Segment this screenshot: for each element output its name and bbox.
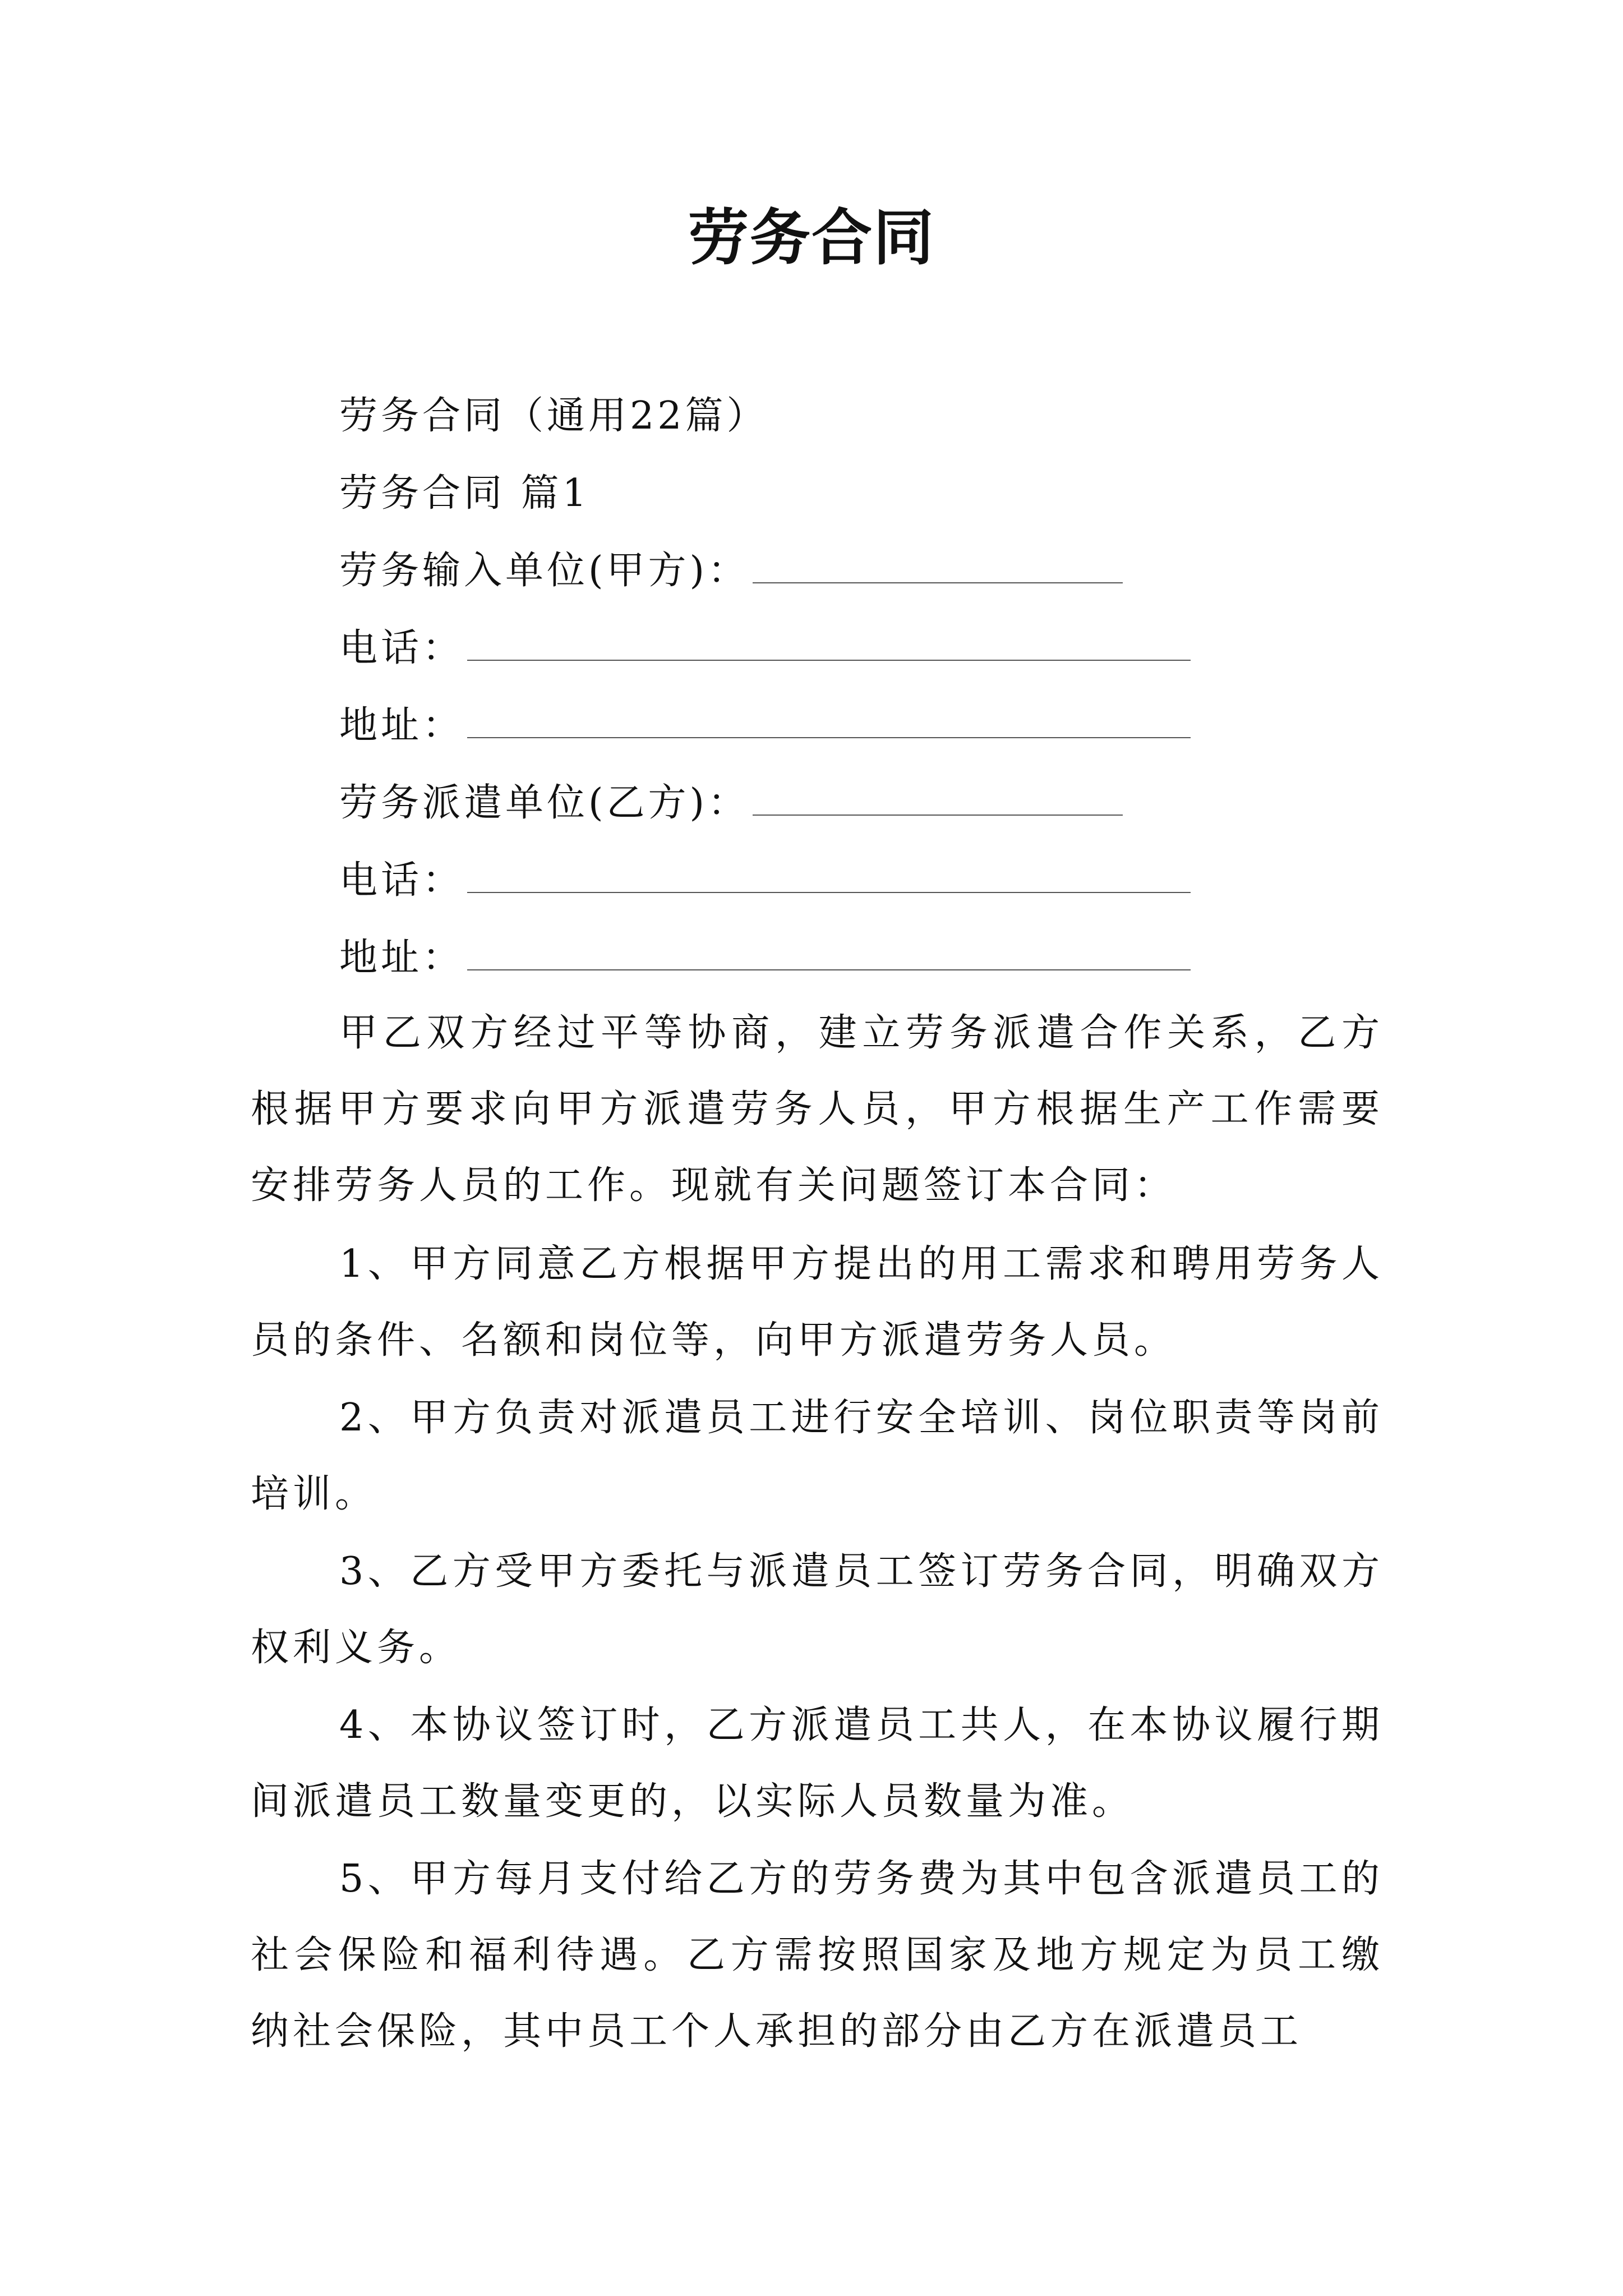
paragraph-clause-3: 3、乙方受甲方委托与派遣员工签订劳务合同，明确双方权利义务。 xyxy=(251,1549,1384,1670)
party-a-unit-blank xyxy=(753,555,1123,583)
paragraph-clause-2: 2、甲方负责对派遣员工进行安全培训、岗位职责等岗前培训。 xyxy=(251,1396,1384,1516)
party-a-address-blank xyxy=(467,710,1191,738)
field-label: 地址： xyxy=(339,703,464,748)
document-title: 劳务合同 xyxy=(688,203,935,273)
field-party-a-phone xyxy=(339,620,1191,677)
party-b-unit-blank xyxy=(753,788,1123,816)
paragraph-clause-5: 5、甲方每月支付给乙方的劳务费为其中包含派遣员工的社会保险和福利待遇。乙方需按照国家及地方规定为员工缴纳社会保险，其中员工个人承担的部分由乙方在派遣员工 xyxy=(251,1857,1384,2054)
field-label: 劳务输入单位(甲方)： xyxy=(339,549,750,593)
field-party-a-address xyxy=(339,698,1191,754)
party-b-address-blank xyxy=(467,942,1191,970)
field-party-b-phone xyxy=(339,853,1191,909)
paragraph-intro: 甲乙双方经过平等协商，建立劳务派遣合作关系，乙方根据甲方要求向甲方派遣劳务人员，甲方根据生产工作需要安排劳务人员的工作。现就有关问题签订本合同： xyxy=(251,1011,1384,1208)
paragraph-clause-4: 4、本协议签订时，乙方派遣员工共人，在本协议履行期间派遣员工数量变更的，以实际人员数量为准。 xyxy=(251,1703,1384,1824)
field-label: 地址： xyxy=(339,936,464,980)
field-party-b-address xyxy=(339,930,1191,986)
party-b-phone-blank xyxy=(467,865,1191,893)
paragraph-clause-1: 1、甲方同意乙方根据甲方提出的用工需求和聘用劳务人员的条件、名额和岗位等，向甲方派遣劳务人员。 xyxy=(251,1242,1384,1363)
document-subtitle: 劳务合同（通用22篇） xyxy=(339,394,768,438)
field-label: 电话： xyxy=(339,626,464,670)
party-a-phone-blank xyxy=(467,633,1191,661)
field-label: 劳务派遣单位(乙方)： xyxy=(339,781,750,825)
field-party-b-unit xyxy=(339,775,1123,831)
section-heading: 劳务合同 篇1 xyxy=(339,471,590,516)
field-party-a-unit xyxy=(339,543,1123,599)
field-label: 电话： xyxy=(339,858,464,903)
